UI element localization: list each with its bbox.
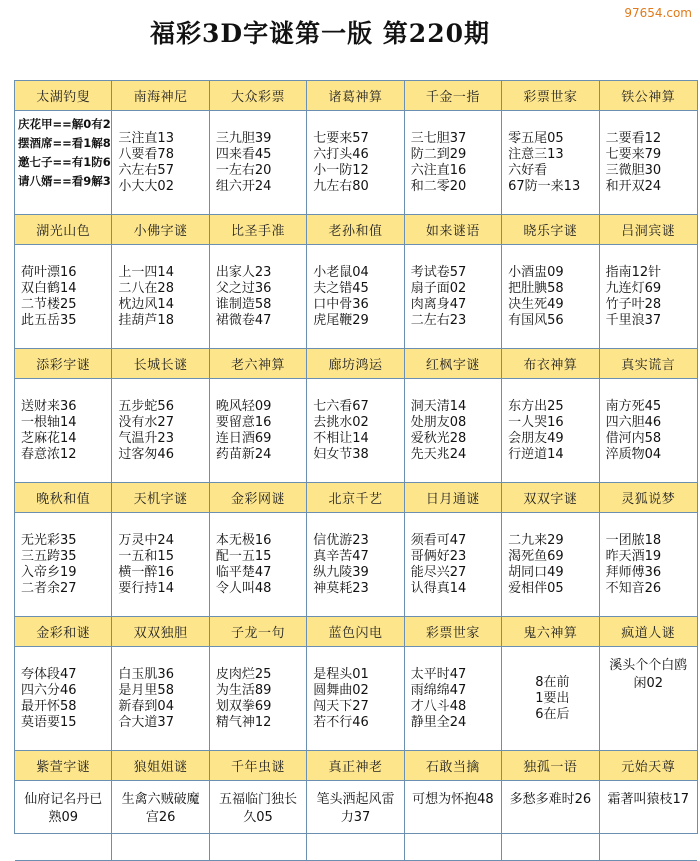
riddle-cell [112,111,209,215]
column-header: 铁公神算 [600,81,697,111]
column-header: 比圣手准 [210,215,307,245]
riddle-line: 二八在28 [118,281,174,296]
column-header: 北京千艺 [307,483,404,513]
riddle-line: 先天兆24 [410,447,467,462]
riddle-cell [405,245,502,349]
riddle-line: 临平楚47 [215,565,272,580]
column-header: 石敢当擒 [405,751,502,781]
riddle-cell [502,111,599,215]
column-header: 鬼六神算 [502,617,599,647]
riddle-line: 小酒盅09 [508,265,564,280]
riddle-line: 爱相伴05 [508,581,564,596]
riddle-line: 纵九陵39 [313,565,369,580]
riddle-cell [112,647,209,751]
riddle-line: 会朋友49 [508,431,564,446]
column-header: 灵狐说梦 [600,483,697,513]
riddle-line: 小一防12 [313,163,369,178]
riddle-line: 三注直13 [118,131,174,146]
column-header: 日月通谜 [405,483,502,513]
riddle-cell [210,647,307,751]
riddle-line: 须看可47 [410,533,467,548]
riddle-line: 不知音26 [605,581,662,596]
riddle-line: 一左右20 [215,163,272,178]
riddle-line: 67防一来13 [508,179,581,194]
riddle-line: 神莫耗23 [313,581,369,596]
riddle-line: 零五尾05 [508,131,564,146]
riddle-line: 哥俩好23 [410,549,467,564]
column-header: 湖光山色 [15,215,112,245]
column-header: 千金一指 [405,81,502,111]
riddle-cell [600,513,697,617]
riddle-line: 气温升23 [118,431,174,446]
riddle-line: 一人哭16 [508,415,564,430]
riddle-line: 考试卷57 [410,265,467,280]
riddle-line: 四六胆46 [605,415,662,430]
riddle-line: 荷叶漂16 [21,265,77,280]
riddle-line: 七要来79 [605,147,662,162]
riddle-line: 霜著叫猿枝17 [607,792,690,807]
riddle-cell [210,781,307,861]
riddle-line: 令人叫48 [215,581,272,596]
riddle-line: 把肚腆58 [508,281,564,296]
column-header: 诸葛神算 [307,81,404,111]
riddle-cell [15,245,112,349]
riddle-line: 借河内58 [605,431,662,446]
riddle-line: 东方出25 [508,399,564,414]
riddle-line: 二左右23 [410,313,467,328]
column-header: 蓝色闪电 [307,617,404,647]
column-header: 晚秋和值 [15,483,112,513]
riddle-cell [502,513,599,617]
riddle-cell [600,111,697,215]
riddle-line: 要留意16 [215,415,272,430]
riddle-line: 划双拳69 [215,699,272,714]
column-header: 太湖钓叟 [15,81,112,111]
riddle-line: 六好看 [508,163,548,178]
riddle-line: 请八婿==看9解3 [18,174,111,188]
column-header: 老六神算 [210,349,307,379]
riddle-line: 为生活89 [215,683,272,698]
riddle-line: 有国风56 [508,313,564,328]
riddle-line: 皮肉烂25 [215,667,272,682]
riddle-line: 过客匆46 [118,447,174,462]
riddle-line: 七六看67 [313,399,369,414]
column-header: 布衣神算 [502,349,599,379]
riddle-line: 摆酒席==看1解8 [18,136,111,150]
column-header: 真正神老 [307,751,404,781]
column-header: 彩票世家 [502,81,599,111]
riddle-line: 裙微卷47 [215,313,272,328]
riddle-line: 生禽六贼破魔宫26 [121,792,200,825]
riddle-cell [405,379,502,483]
riddle-cell [502,781,599,861]
riddle-line: 九连灯69 [605,281,662,296]
riddle-cell [502,647,599,751]
column-header: 晓乐字谜 [502,215,599,245]
riddle-line: 仙府记名丹已熟09 [24,792,103,825]
site-watermark: 97654.com [624,6,692,20]
column-header: 红枫字谜 [405,349,502,379]
riddle-line: 是程头01 [313,667,369,682]
riddle-line: 三七胆37 [410,131,467,146]
column-header: 元始天尊 [600,751,697,781]
riddle-line: 九左右80 [313,179,369,194]
riddle-cell [405,781,502,861]
riddle-line: 爱秋光28 [410,431,467,446]
riddle-line: 小老鼠04 [313,265,369,280]
riddle-line: 五福临门独长久05 [219,792,298,825]
riddle-line: 无光彩35 [21,533,77,548]
riddle-line: 六注直16 [410,163,467,178]
riddle-line: 不相让14 [313,431,369,446]
column-header: 子龙一句 [210,617,307,647]
riddle-cell [15,647,112,751]
riddle-cell [405,513,502,617]
riddle-line: 洞天清14 [410,399,467,414]
riddle-cell [405,647,502,751]
riddle-cell [112,245,209,349]
riddle-cell [15,513,112,617]
riddle-line: 虎尾鞭29 [313,313,369,328]
column-header: 真实谎言 [600,349,697,379]
riddle-cell [307,245,404,349]
column-header: 长城长谜 [112,349,209,379]
riddle-cell [307,513,404,617]
riddle-cell [210,379,307,483]
column-header: 紫萱字谜 [15,751,112,781]
column-header: 添彩字谜 [15,349,112,379]
riddle-line: 要行持14 [118,581,174,596]
riddle-cell [112,781,209,861]
riddle-line: 小大大02 [118,179,174,194]
riddle-line: 精气神12 [215,715,272,730]
riddle-line: 南方死45 [605,399,662,414]
riddle-line: 六打头46 [313,147,369,162]
riddle-line: 万灵中24 [118,533,174,548]
riddle-cell [600,781,697,861]
riddle-cell [307,647,404,751]
riddle-line: 三五跨35 [21,549,77,564]
riddle-cell [210,513,307,617]
riddle-line: 出家人23 [215,265,272,280]
riddle-line: 才八斗48 [410,699,467,714]
column-header: 廊坊鸿运 [307,349,404,379]
riddle-line: 连日酒69 [215,431,272,446]
riddle-line: 一团脓18 [605,533,662,548]
riddle-line: 新春到04 [118,699,174,714]
riddle-cell [15,111,112,215]
riddle-line: 莫语要15 [21,715,77,730]
column-header: 大众彩票 [210,81,307,111]
riddle-table [14,80,698,834]
riddle-line: 四来看45 [215,147,272,162]
riddle-line: 送财来36 [21,399,77,414]
riddle-line: 8在前 [535,675,570,690]
riddle-cell [502,379,599,483]
riddle-line: 1要出 [535,691,570,706]
riddle-line: 千里浪37 [605,313,662,328]
riddle-line: 认得真14 [410,581,467,596]
column-header: 金彩网谜 [210,483,307,513]
riddle-line: 六左右57 [118,163,174,178]
riddle-line: 决生死49 [508,297,564,312]
riddle-line: 是月里58 [118,683,174,698]
column-header: 小佛字谜 [112,215,209,245]
riddle-line: 一五和15 [118,549,174,564]
riddle-cell [502,245,599,349]
riddle-line: 八要看78 [118,147,174,162]
riddle-cell [600,379,697,483]
riddle-line: 入帝乡19 [21,565,77,580]
riddle-line: 真辛苦47 [313,549,369,564]
riddle-cell [210,111,307,215]
column-header: 彩票世家 [405,617,502,647]
riddle-line: 能尽兴27 [410,565,467,580]
riddle-line: 药苗新24 [215,447,272,462]
column-header: 双双字谜 [502,483,599,513]
riddle-line: 二要看12 [605,131,662,146]
riddle-cell [307,781,404,861]
riddle-line: 拜师傅36 [605,565,662,580]
riddle-line: 父之过36 [215,281,272,296]
riddle-line: 双白鹤14 [21,281,77,296]
column-header: 南海神尼 [112,81,209,111]
riddle-cell [210,245,307,349]
riddle-line: 三微胆30 [605,163,662,178]
riddle-cell [15,781,112,861]
riddle-line: 溪头个个白鸥闲02 [609,658,688,691]
riddle-line: 本无极16 [215,533,272,548]
riddle-line: 最开怀58 [21,699,77,714]
riddle-line: 可想为怀抱48 [412,792,494,807]
riddle-line: 没有水27 [118,415,174,430]
riddle-line: 二节楼25 [21,297,77,312]
riddle-line: 竹子叶28 [605,297,662,312]
riddle-line: 和开双24 [605,179,662,194]
riddle-line: 雨绵绵47 [410,683,467,698]
riddle-cell [600,245,697,349]
riddle-cell [112,379,209,483]
riddle-line: 6在后 [535,707,570,722]
riddle-line: 七要来57 [313,131,369,146]
riddle-line: 庆花甲==解0有2 [18,117,111,131]
riddle-line: 注意三13 [508,147,564,162]
column-header: 狼姐姐谜 [112,751,209,781]
riddle-line: 此五岳35 [21,313,77,328]
riddle-line: 多愁多难时26 [509,792,592,807]
riddle-line: 防二到29 [410,147,467,162]
column-header: 独孤一语 [502,751,599,781]
column-header: 老孙和值 [307,215,404,245]
riddle-line: 妇女节38 [313,447,369,462]
riddle-cell [112,513,209,617]
riddle-line: 四六分46 [21,683,77,698]
riddle-line: 上一四14 [118,265,174,280]
column-header: 疯道人谜 [600,617,697,647]
riddle-line: 淬质物04 [605,447,662,462]
riddle-line: 二者余27 [21,581,77,596]
riddle-line: 谁制造58 [215,297,272,312]
riddle-line: 太平时47 [410,667,467,682]
riddle-line: 信优游23 [313,533,369,548]
riddle-line: 指南12针 [605,265,662,280]
riddle-line: 三九胆39 [215,131,272,146]
riddle-line: 去挑水02 [313,415,369,430]
riddle-line: 晚风轻09 [215,399,272,414]
page-title: 福彩3D字谜第一版 第220期 [150,19,490,48]
column-header: 双双独胆 [112,617,209,647]
column-header: 天机字谜 [112,483,209,513]
column-header: 如来谜语 [405,215,502,245]
riddle-line: 芝麻花14 [21,431,77,446]
riddle-line: 胡同口49 [508,565,564,580]
riddle-line: 二九来29 [508,533,564,548]
riddle-cell [307,379,404,483]
column-header: 金彩和谜 [15,617,112,647]
riddle-line: 笔头洒起风雷力37 [316,792,395,825]
riddle-line: 组六开24 [215,179,272,194]
riddle-line: 口中骨36 [313,297,369,312]
riddle-line: 横一醉16 [118,565,174,580]
riddle-line: 行逆道14 [508,447,564,462]
riddle-line: 昨天酒19 [605,549,662,564]
riddle-line: 白玉肌36 [118,667,174,682]
riddle-line: 闯天下27 [313,699,369,714]
riddle-line: 枕边风14 [118,297,174,312]
riddle-line: 若不行46 [313,715,369,730]
riddle-cell [600,647,697,751]
riddle-line: 夫之错45 [313,281,369,296]
riddle-line: 静里全24 [410,715,467,730]
riddle-line: 五步蛇56 [118,399,174,414]
riddle-line: 和二零20 [410,179,467,194]
riddle-cell [405,111,502,215]
riddle-line: 处朋友08 [410,415,467,430]
column-header: 千年虫谜 [210,751,307,781]
riddle-line: 圆舞曲02 [313,683,369,698]
riddle-line: 渴死鱼69 [508,549,564,564]
riddle-line: 春意浓12 [21,447,77,462]
riddle-cell [15,379,112,483]
riddle-cell [307,111,404,215]
riddle-line: 挂葫芦18 [118,313,174,328]
column-header: 吕洞宾谜 [600,215,697,245]
riddle-line: 邀七子==有1防6 [18,155,111,169]
riddle-line: 合大道37 [118,715,174,730]
riddle-line: 扇子面02 [410,281,467,296]
riddle-line: 肉离身47 [410,297,467,312]
riddle-line: 一根轴14 [21,415,77,430]
riddle-line: 配一五15 [215,549,272,564]
riddle-line: 夸体段47 [21,667,77,682]
